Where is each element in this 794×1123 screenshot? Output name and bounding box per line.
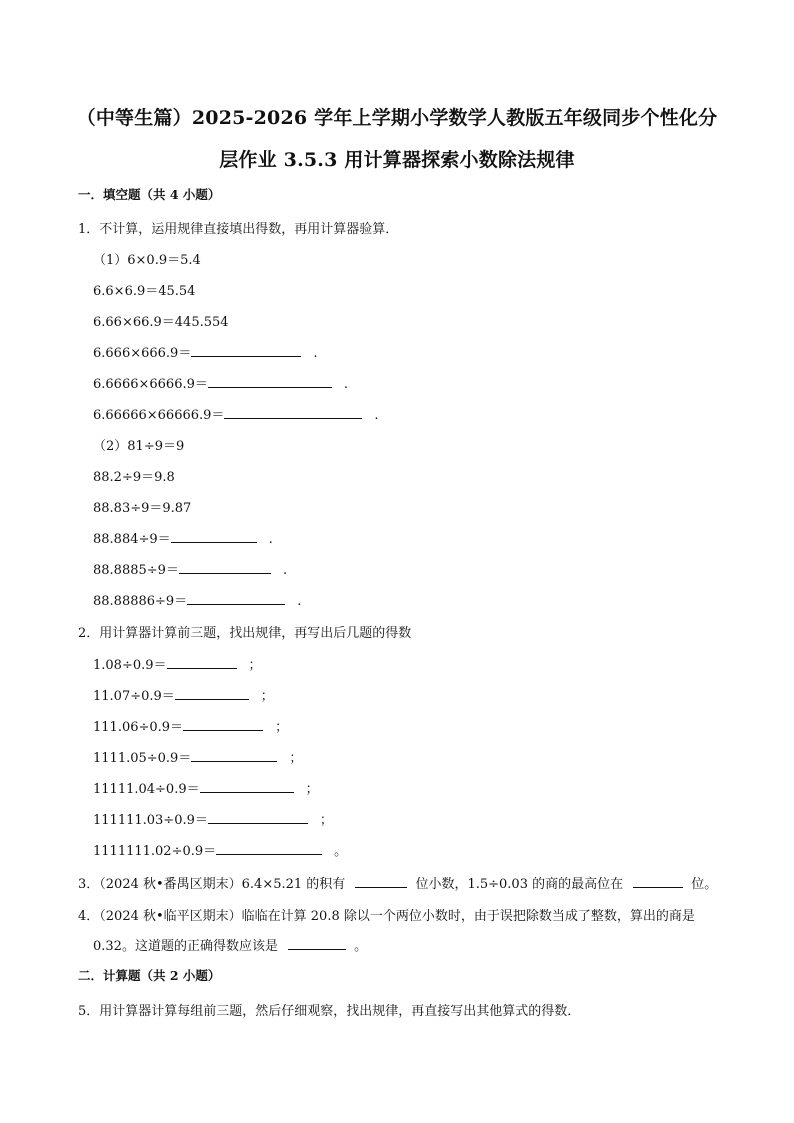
q4-text: 0.32。这道题的正确得数应该是	[93, 939, 278, 954]
q1-line-with-blank	[93, 590, 301, 609]
answer-blank[interactable]	[224, 407, 362, 419]
q2-tail: ；	[275, 720, 289, 735]
q1-line: （1）6×0.9＝5.4	[93, 253, 201, 268]
question-4-line-2	[93, 935, 367, 954]
q2-expression: 1111.05÷0.9＝	[93, 751, 192, 766]
q2-expression: 11111.04÷0.9＝	[93, 782, 200, 797]
q2-expression: 11.07÷0.9＝	[93, 689, 175, 704]
question-2-stem: 2．用计算器计算前三题，找出规律，再写出后几题的得数	[78, 626, 412, 641]
q2-tail: ；	[305, 782, 319, 797]
q1-tail: .	[374, 408, 379, 423]
q2-tail: ；	[289, 751, 303, 766]
q1-line: 6.66×66.9＝445.554	[93, 315, 229, 330]
q4-tail: 。	[354, 939, 368, 954]
section-heading-fill-in: 一．填空题（共 4 小题）	[78, 187, 221, 202]
q1-tail: .	[282, 563, 288, 578]
q1-expression: 6.66666×66666.9＝	[93, 408, 225, 423]
q2-tail: ；	[319, 813, 333, 828]
question-4-line-1: 4．（2024 秋•临平区期末）临临在计算 20.8 除以一个两位小数时，由于误把除数当成了整数，算出的商是	[78, 909, 695, 924]
q1-expression: 88.8885÷9＝	[93, 563, 179, 578]
q1-line-with-blank	[93, 559, 287, 578]
q1-expression: 6.6666×6666.9＝	[93, 377, 208, 392]
q1-line-with-blank	[93, 373, 348, 392]
q2-line-with-blank	[93, 747, 302, 766]
answer-blank[interactable]	[200, 781, 294, 793]
answer-blank[interactable]	[167, 657, 237, 669]
q1-line: 6.6×6.9＝45.54	[93, 284, 196, 299]
section-heading-calculation: 二．计算题（共 2 小题）	[78, 968, 221, 983]
answer-blank[interactable]	[183, 719, 263, 731]
q2-line-with-blank	[93, 716, 288, 735]
q1-tail: .	[268, 532, 273, 547]
answer-blank[interactable]	[288, 938, 346, 950]
q1-tail: .	[343, 377, 349, 392]
question-1-stem: 1．不计算，运用规律直接填出得数，再用计算器验算．	[78, 222, 399, 237]
q2-expression: 1.08÷0.9＝	[93, 658, 167, 673]
q1-tail: .	[313, 346, 318, 361]
document-title-line-1: （中等生篇）2025-2026 学年上学期小学数学人教版五年级同步个性化分	[76, 107, 718, 129]
answer-blank[interactable]	[191, 345, 301, 357]
answer-blank[interactable]	[191, 750, 277, 762]
q2-expression: 111111.03÷0.9＝	[93, 813, 208, 828]
q3-text-part-1: 3．（2024 秋•番禺区期末）6.4×5.21 的积有	[78, 877, 346, 892]
q2-tail: ；	[248, 658, 262, 673]
document-title-line-2: 层作业 3.5.3 用计算器探索小数除法规律	[219, 149, 575, 171]
q2-tail: ；	[260, 689, 274, 704]
q2-line-with-blank	[93, 654, 262, 673]
answer-blank[interactable]	[175, 688, 249, 700]
answer-blank[interactable]	[187, 593, 285, 605]
answer-blank[interactable]	[355, 876, 407, 888]
q1-line-with-blank	[93, 342, 317, 361]
q2-line-with-blank	[93, 809, 333, 828]
q1-expression: 6.666×666.9＝	[93, 346, 192, 361]
q1-expression: 88.88886÷9＝	[93, 594, 188, 609]
q1-line: 88.2÷9＝9.8	[93, 470, 175, 485]
answer-blank[interactable]	[633, 876, 683, 888]
q1-tail: .	[297, 594, 302, 609]
answer-blank[interactable]	[216, 843, 322, 855]
q1-line: （2）81÷9＝9	[93, 439, 185, 454]
q3-text-part-3: 位。	[691, 877, 718, 892]
q1-expression: 88.884÷9＝	[93, 532, 171, 547]
answer-blank[interactable]	[208, 376, 332, 388]
question-3	[78, 873, 717, 892]
q3-text-part-2: 位小数，1.5÷0.03 的商的最高位在	[415, 877, 624, 892]
q1-line-with-blank	[93, 528, 273, 547]
q1-line: 88.83÷9＝9.87	[93, 501, 192, 516]
answer-blank[interactable]	[179, 562, 271, 574]
q2-line-with-blank	[93, 685, 274, 704]
q1-line-with-blank	[93, 404, 379, 423]
q2-line-with-blank	[93, 778, 319, 797]
question-5-stem: 5．用计算器计算每组前三题，然后仔细观察，找出规律，再直接写出其他算式的得数．	[78, 1004, 581, 1019]
answer-blank[interactable]	[171, 531, 257, 543]
q2-expression: 111.06÷0.9＝	[93, 720, 184, 735]
q2-tail: 。	[334, 844, 348, 859]
q2-expression: 1111111.02÷0.9＝	[93, 844, 217, 859]
answer-blank[interactable]	[208, 812, 308, 824]
q2-line-with-blank	[93, 840, 347, 859]
